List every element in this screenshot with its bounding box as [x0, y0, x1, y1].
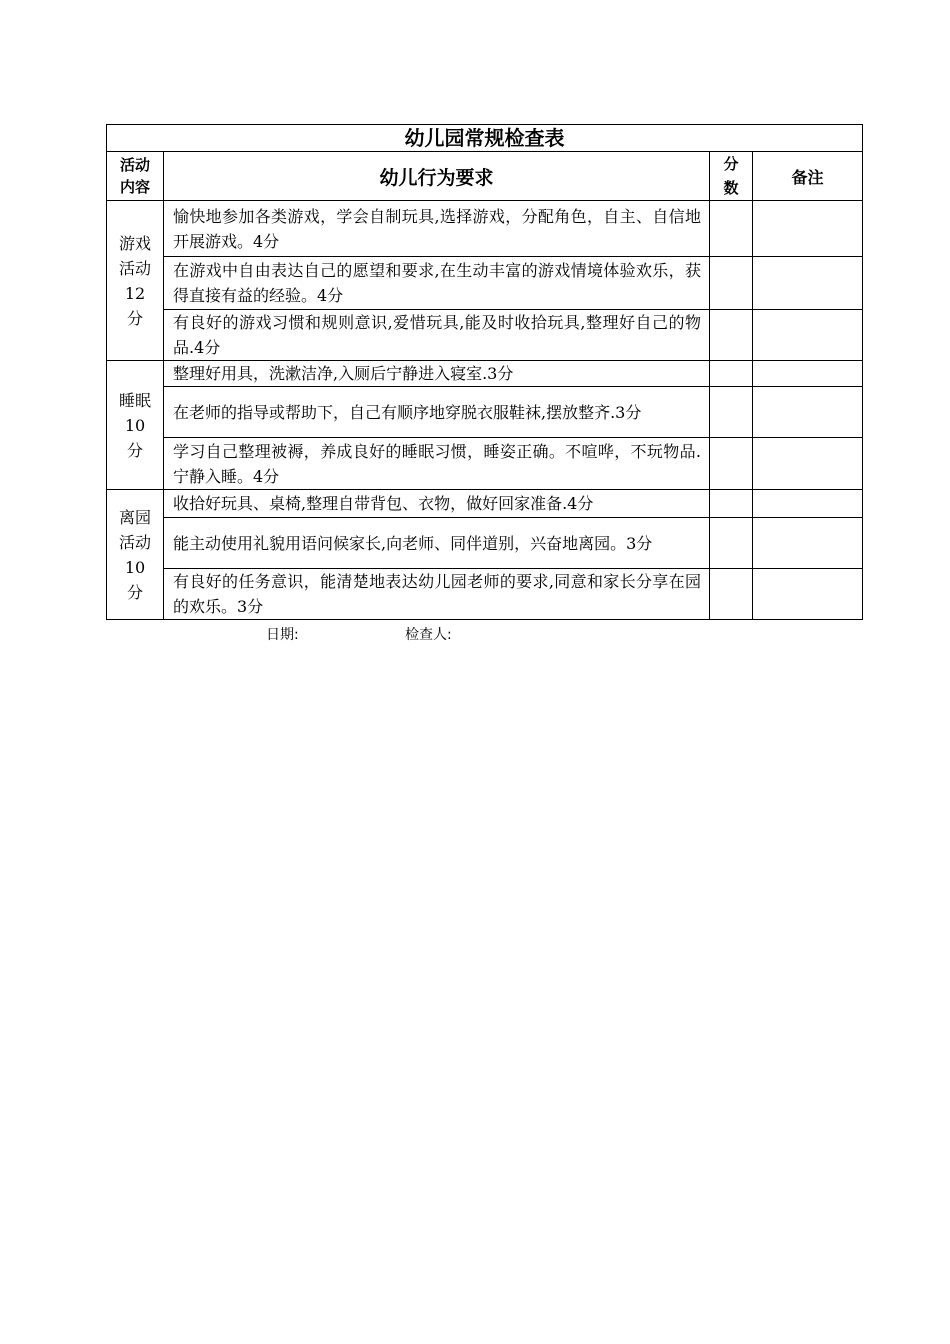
note-cell[interactable]	[753, 518, 863, 569]
category-cell	[107, 201, 164, 361]
category-cell	[107, 361, 164, 490]
requirement-cell: 能主动使用礼貌用语问候家长,向老师、同伴道别，兴奋地离园。3分	[164, 518, 710, 569]
header-score	[710, 152, 753, 201]
requirement-cell: 有良好的游戏习惯和规则意识,爱惜玩具,能及时收拾玩具,整理好自己的物品.4分	[164, 310, 710, 361]
inspection-sheet	[106, 124, 862, 620]
header-activity	[107, 152, 164, 201]
score-cell[interactable]	[710, 490, 753, 518]
requirement-cell: 收拾好玩具、桌椅,整理自带背包、衣物，做好回家准备.4分	[164, 490, 710, 518]
inspector-label: 检查人:	[405, 627, 452, 643]
requirement-cell: 学习自己整理被褥，养成良好的睡眠习惯，睡姿正确。不喧哗，不玩物品.宁静入睡。4分	[164, 438, 710, 490]
score-cell[interactable]	[710, 438, 753, 490]
note-cell[interactable]	[753, 257, 863, 310]
date-label: 日期:	[266, 627, 299, 643]
note-cell[interactable]	[753, 310, 863, 361]
note-cell[interactable]	[753, 569, 863, 620]
requirement-cell: 整理好用具，洗漱洁净,入厕后宁静进入寝室.3分	[164, 361, 710, 387]
header-score-label: 分数	[723, 155, 739, 197]
score-cell[interactable]	[710, 518, 753, 569]
category-label: 离园活动10分	[118, 507, 151, 602]
note-cell[interactable]	[753, 490, 863, 518]
header-activity-label: 活动内容	[119, 156, 150, 196]
table-row	[107, 490, 863, 518]
requirement-cell: 愉快地参加各类游戏，学会自制玩具,选择游戏，分配角色，自主、自信地开展游戏。4分	[164, 201, 710, 257]
table-row	[107, 310, 863, 361]
table-row	[107, 361, 863, 387]
note-cell[interactable]	[753, 438, 863, 490]
score-cell[interactable]	[710, 201, 753, 257]
category-label: 游戏活动12分	[118, 233, 151, 328]
table-row	[107, 201, 863, 257]
score-cell[interactable]	[710, 387, 753, 438]
table-row	[107, 257, 863, 310]
score-cell[interactable]	[710, 569, 753, 620]
header-note: 备注	[753, 152, 863, 201]
score-cell[interactable]	[710, 310, 753, 361]
table-row	[107, 569, 863, 620]
requirement-cell: 有良好的任务意识，能清楚地表达幼儿园老师的要求,同意和家长分享在园的欢乐。3分	[164, 569, 710, 620]
requirement-cell: 在游戏中自由表达自己的愿望和要求,在生动丰富的游戏情境体验欢乐，获得直接有益的经验。4分	[164, 257, 710, 310]
category-cell	[107, 490, 164, 620]
category-label: 睡眠10分	[118, 390, 151, 460]
note-cell[interactable]	[753, 201, 863, 257]
table-row	[107, 438, 863, 490]
note-cell[interactable]	[753, 361, 863, 387]
table-row	[107, 387, 863, 438]
header-requirement: 幼儿行为要求	[164, 152, 710, 201]
table-row	[107, 518, 863, 569]
score-cell[interactable]	[710, 361, 753, 387]
note-cell[interactable]	[753, 387, 863, 438]
requirement-cell: 在老师的指导或帮助下，自己有顺序地穿脱衣服鞋袜,摆放整齐.3分	[164, 387, 710, 438]
table-title: 幼儿园常规检查表	[107, 125, 863, 152]
score-cell[interactable]	[710, 257, 753, 310]
inspection-table	[106, 124, 863, 620]
